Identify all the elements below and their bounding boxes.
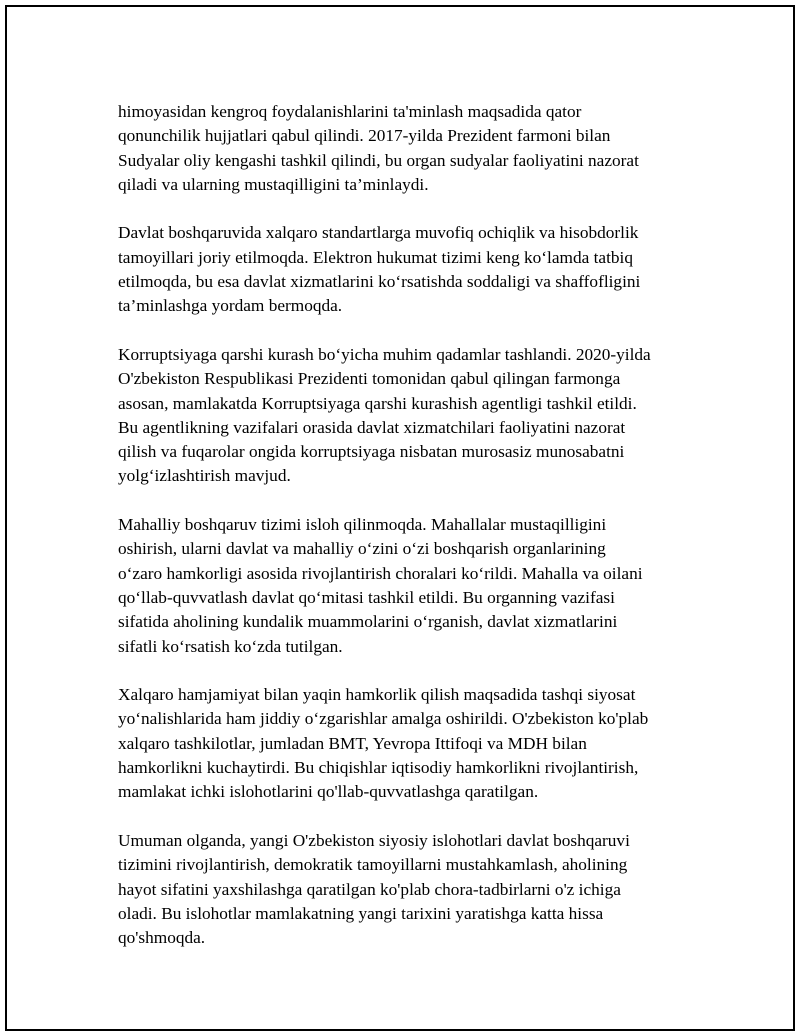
- page-frame: [5, 5, 795, 1031]
- text-line: Umuman olganda, yangi O'zbekiston siyosiy islohotlari davlat boshqaruvi: [118, 830, 630, 850]
- paragraph-public-administration: [118, 221, 718, 318]
- text-line: qo'shmoqda.: [118, 928, 206, 948]
- paragraph-anti-corruption: [118, 343, 718, 489]
- text-line: oladi. Bu islohotlar mamlakatning yangi tarixini yaratishga katta hissa: [118, 903, 604, 923]
- paragraph-conclusion: [118, 829, 718, 950]
- text-line: tizimini rivojlantirish, demokratik tamoyillarni mustahkamlash, aholining: [118, 855, 628, 875]
- paragraph-foreign-policy: [118, 683, 718, 804]
- text-line: yoʻnalishlarida ham jiddiy oʻzgarishlar amalga oshirildi. O'zbekiston ko'plab: [118, 709, 649, 729]
- text-line: Korruptsiyaga qarshi kurash boʻyicha muhim qadamlar tashlandi. 2020-yilda: [118, 344, 651, 364]
- text-line: yolgʻizlashtirish mavjud.: [118, 466, 291, 486]
- text-line: oshirish, ularni davlat va mahalliy oʻzini oʻzi boshqarish organlarining: [118, 539, 606, 559]
- text-line: hayot sifatini yaxshilashga qaratilgan ko'plab chora-tadbirlarni o'z ichiga: [118, 879, 621, 899]
- document-body: [118, 100, 718, 975]
- text-line: xalqaro tashkilotlar, jumladan BMT, Yevropa Ittifoqi va MDH bilan: [118, 733, 587, 753]
- text-line: qonunchilik hujjatlari qabul qilindi. 2017-yilda Prezident farmoni bilan: [118, 126, 611, 146]
- paragraph-judiciary: [118, 100, 718, 197]
- text-line: mamlakat ichki islohotlarini qo'llab-quvvatlashga qaratilgan.: [118, 782, 539, 802]
- paragraph-local-governance: [118, 513, 718, 659]
- text-line: Mahalliy boshqaruv tizimi isloh qilinmoqda. Mahallalar mustaqilligini: [118, 515, 607, 535]
- text-line: asosan, mamlakatda Korruptsiyaga qarshi kurashish agentligi tashkil etildi.: [118, 393, 637, 413]
- text-line: hamkorlikni kuchaytirdi. Bu chiqishlar iqtisodiy hamkorlikni rivojlantirish,: [118, 758, 639, 778]
- text-line: Xalqaro hamjamiyat bilan yaqin hamkorlik qilish maqsadida tashqi siyosat: [118, 685, 636, 705]
- text-line: sifatli koʻrsatish koʻzda tutilgan.: [118, 636, 343, 656]
- text-line: Sudyalar oliy kengashi tashkil qilindi, bu organ sudyalar faoliyatini nazorat: [118, 150, 639, 170]
- text-line: Bu agentlikning vazifalari orasida davlat xizmatchilari faoliyatini nazorat: [118, 417, 626, 437]
- text-line: himoyasidan kengroq foydalanishlarini ta'minlash maqsadida qator: [118, 102, 582, 121]
- text-line: etilmoqda, bu esa davlat xizmatlarini koʻrsatishda soddaligi va shaffofligini: [118, 272, 641, 292]
- text-line: Davlat boshqaruvida xalqaro standartlarga muvofiq ochiqlik va hisobdorlik: [118, 223, 639, 243]
- text-line: sifatida aholining kundalik muammolarini oʻrganish, davlat xizmatlarini: [118, 612, 618, 632]
- text-line: tamoyillari joriy etilmoqda. Elektron hukumat tizimi keng koʻlamda tatbiq: [118, 247, 633, 267]
- text-line: oʻzaro hamkorligi asosida rivojlantirish choralari koʻrildi. Mahalla va oilani: [118, 563, 643, 583]
- text-line: qilish va fuqarolar ongida korruptsiyaga nisbatan murosasiz munosabatni: [118, 442, 625, 462]
- text-line: O'zbekiston Respublikasi Prezidenti tomonidan qabul qilingan farmonga: [118, 369, 621, 389]
- text-line: qoʻllab-quvvatlash davlat qoʻmitasi tashkil etildi. Bu organning vazifasi: [118, 587, 615, 607]
- text-line: qiladi va ularning mustaqilligini ta’minlaydi.: [118, 174, 429, 194]
- text-line: ta’minlashga yordam bermoqda.: [118, 296, 343, 316]
